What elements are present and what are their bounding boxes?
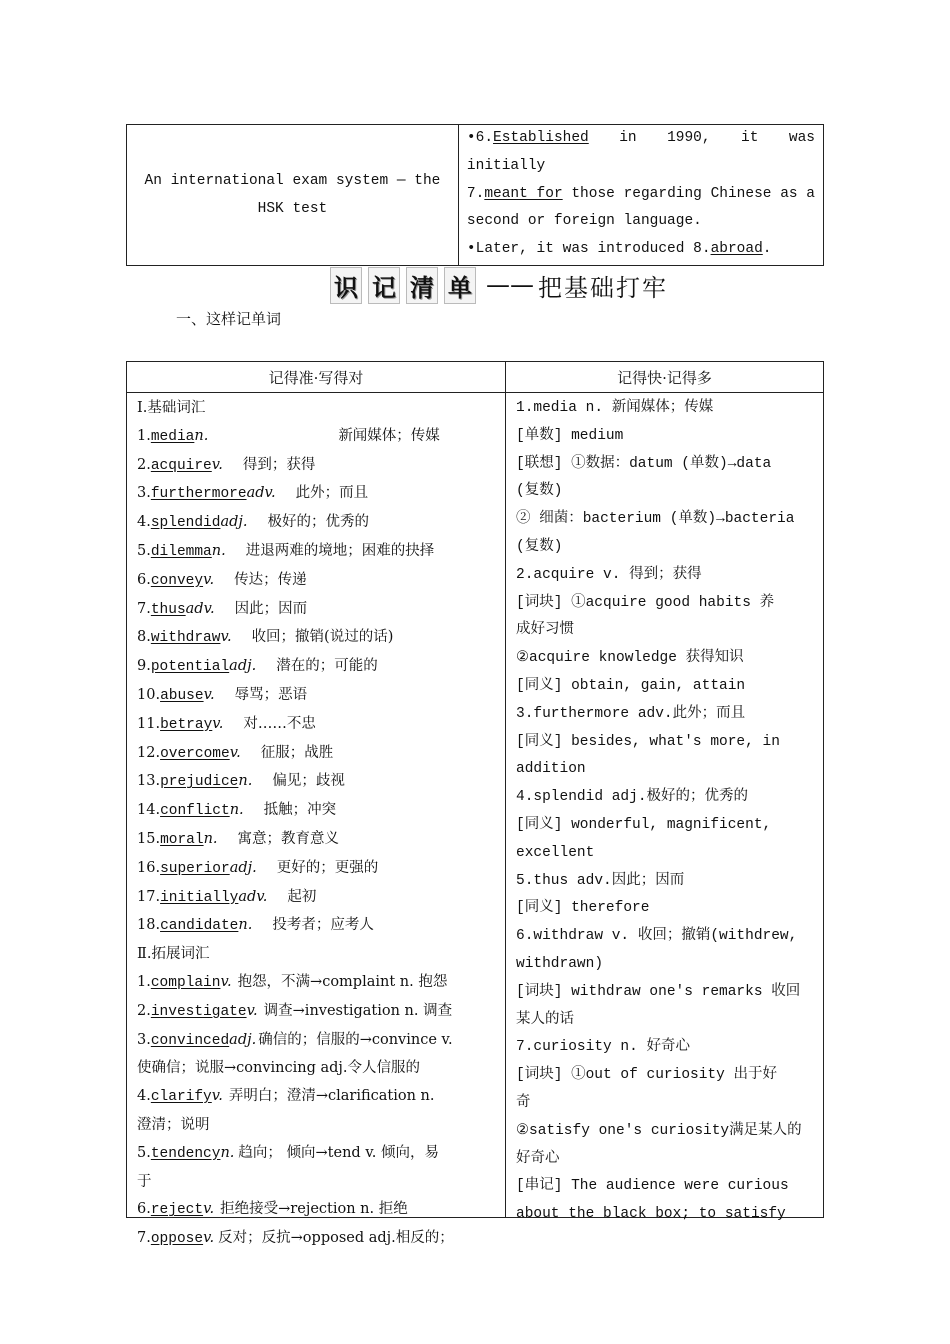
- vocab-number: 于: [137, 1173, 152, 1190]
- vocab-word: dilemma: [150, 543, 212, 560]
- note-line: [词块] ①acquire good habits 养: [516, 594, 775, 611]
- right-column: [506, 393, 824, 1223]
- vocab-number: 7.: [137, 1230, 151, 1247]
- vocab-number: 6.: [137, 1201, 151, 1218]
- vocab-line: [137, 509, 497, 538]
- topic-cell: An international exam system — the HSK test: [127, 125, 459, 266]
- note-line: 6.withdraw v. 收回；撤销(withdrew,: [516, 928, 798, 945]
- section-title: 一、这样记单词: [176, 310, 282, 328]
- vocab-line: [137, 1083, 497, 1112]
- vocab-meaning: 潜在的；可能的: [276, 658, 378, 675]
- detail-line: initially: [466, 157, 546, 174]
- note-line: [串记] The audience were curious: [516, 1178, 789, 1195]
- detail-cell: [458, 125, 823, 266]
- heading-boxed-4: 单: [444, 267, 476, 304]
- note-line: (复数): [516, 483, 563, 500]
- part-of-speech: v.: [203, 686, 215, 703]
- vocab-number: 4.: [137, 1088, 151, 1105]
- part-of-speech: adj.: [229, 1031, 257, 1048]
- vocab-word: withdraw: [150, 630, 221, 647]
- note-line: addition: [516, 761, 586, 778]
- vocab-number: 3.: [137, 1031, 151, 1048]
- vocab-word: splendid: [150, 515, 221, 532]
- heading-boxed-2: 记: [368, 267, 400, 304]
- vocab-number: Ⅰ.基础词汇: [137, 400, 206, 416]
- part-of-speech: v.: [246, 1002, 258, 1019]
- vocab-meaning: 弄明白；澄清→clarification n.: [228, 1088, 435, 1105]
- vocab-number: 6.: [137, 571, 151, 588]
- note-line: ②satisfy one's curiosity满足某人的: [516, 1122, 802, 1139]
- vocab-number: 5.: [137, 1144, 151, 1161]
- vocab-meaning: 偏见；歧视: [272, 773, 345, 790]
- header-right: 记得快·记得多: [506, 362, 824, 393]
- vocab-line: [137, 1169, 497, 1197]
- vocab-number: 7.: [137, 600, 151, 617]
- part-of-speech: n.: [238, 773, 253, 790]
- note-line: 奇: [516, 1094, 531, 1111]
- vocab-meaning: 拒绝接受→rejection n. 拒绝: [220, 1201, 408, 1218]
- vocab-line: [137, 1225, 497, 1254]
- vocab-meaning: 寓意；教育意义: [237, 830, 340, 847]
- vocab-meaning: 得到；获得: [242, 456, 316, 473]
- part-of-speech: v.: [212, 715, 224, 732]
- note-line: [联想] ①数据：datum (单数)→data: [516, 455, 772, 472]
- note-line: 4.splendid adj.极好的；优秀的: [516, 789, 749, 806]
- note-line: 成好习惯: [516, 622, 574, 639]
- vocab-number: 8.: [137, 629, 151, 646]
- vocab-number: 13.: [137, 773, 161, 790]
- vocab-line: [137, 653, 497, 682]
- vocab-line: [137, 480, 497, 509]
- part-of-speech: adv.: [185, 600, 215, 617]
- vocab-line: [137, 538, 497, 567]
- note-line: (复数): [516, 538, 563, 555]
- note-line: 5.thus adv.因此；因而: [516, 872, 685, 889]
- summary-table: [126, 124, 824, 266]
- vocab-number: 1.: [137, 427, 151, 444]
- note-line: ② 细菌：bacterium (单数)→bacteria: [516, 511, 795, 528]
- vocab-line: [137, 682, 497, 711]
- vocab-meaning: 征服；战胜: [260, 744, 334, 761]
- part-of-speech: n.: [211, 542, 226, 559]
- note-line: withdrawn): [516, 955, 604, 972]
- vocab-line: [137, 452, 497, 481]
- vocab-number: 16.: [137, 859, 161, 876]
- vocab-meaning: 调查→investigation n. 调查: [263, 1002, 453, 1019]
- vocab-line: [137, 1112, 497, 1140]
- vocab-number: 14.: [137, 802, 161, 819]
- part-of-speech: v.: [211, 1088, 223, 1105]
- vocab-line: [137, 1055, 497, 1083]
- part-of-speech: v.: [203, 1230, 215, 1247]
- part-of-speech: v.: [211, 456, 223, 473]
- note-line: 3.furthermore adv.此外；而且: [516, 705, 746, 722]
- part-of-speech: v.: [203, 571, 215, 588]
- vocab-word: betray: [160, 716, 213, 733]
- vocab-number: 2.: [137, 456, 151, 473]
- vocab-meaning: 极好的；优秀的: [267, 514, 370, 531]
- vocab-word: investigate: [150, 1003, 247, 1020]
- vocab-word: conflict: [160, 803, 230, 820]
- vocab-number: 17.: [137, 888, 161, 905]
- vocab-number: 2.: [137, 1002, 151, 1019]
- detail-line: •Later, it was introduced 8.abroad.: [466, 241, 772, 258]
- vocab-word: clarify: [150, 1089, 212, 1106]
- heading-dash: ——: [486, 271, 534, 299]
- vocab-line: [137, 1027, 497, 1056]
- vocab-meaning: 传达；传递: [234, 571, 307, 588]
- part-of-speech: adj.: [220, 514, 248, 531]
- vocab-number: 4.: [137, 514, 151, 531]
- vocab-line: [137, 711, 497, 740]
- vocab-word: thus: [150, 601, 186, 618]
- note-line: [词块] withdraw one's remarks 收回: [516, 983, 801, 1000]
- note-line: 某人的话: [516, 1011, 574, 1028]
- vocab-line: [137, 998, 497, 1027]
- vocab-word: acquire: [150, 457, 212, 474]
- detail-line: second or foreign language.: [466, 213, 702, 230]
- heading-boxed-3: 清: [406, 267, 438, 304]
- vocab-meaning: 抱怨，不满→complaint n. 抱怨: [237, 973, 448, 990]
- vocab-number: 15.: [137, 830, 161, 847]
- answer-word: abroad: [710, 241, 763, 258]
- answer-word: meant for: [484, 185, 563, 202]
- vocab-word: convey: [150, 572, 204, 589]
- vocab-number: 3.: [137, 485, 151, 502]
- vocab-line: [137, 1140, 497, 1169]
- detail-line: 7.meant for those regarding Chinese as a: [466, 185, 815, 202]
- vocab-meaning: 此外；而且: [295, 485, 369, 502]
- note-line: 好奇心: [516, 1150, 560, 1167]
- vocab-number: 澄清；说明: [137, 1116, 210, 1133]
- vocab-meaning: 因此；因而: [234, 600, 308, 617]
- vocab-line: [137, 797, 497, 826]
- vocab-number: 5.: [137, 542, 151, 559]
- vocab-meaning: 确信的；信服的→convince v.: [258, 1031, 453, 1048]
- vocab-line: [137, 826, 497, 855]
- vocab-line: [137, 596, 497, 625]
- vocab-word: potential: [150, 659, 230, 676]
- vocab-line: [137, 740, 497, 769]
- vocabulary-table: [126, 361, 824, 1248]
- vocab-word: furthermore: [150, 486, 247, 503]
- note-line: 2.acquire v. 得到；获得: [516, 566, 702, 583]
- vocab-meaning: 反对；反抗→opposed adj.相反的；: [218, 1230, 454, 1247]
- vocab-word: prejudice: [160, 774, 239, 791]
- vocab-word: moral: [160, 831, 204, 848]
- page-heading: [330, 268, 668, 302]
- vocab-meaning: 起初: [287, 888, 317, 905]
- vocab-line: [137, 855, 497, 884]
- note-line: [同义] wonderful, magnificent,: [516, 816, 772, 833]
- part-of-speech: adv.: [238, 888, 268, 905]
- vocab-line: [137, 912, 497, 941]
- vocab-number: 11.: [137, 715, 161, 732]
- answer-word: Established: [493, 130, 589, 146]
- vocab-word: candidate: [160, 918, 239, 935]
- vocab-line: [137, 941, 497, 969]
- part-of-speech: n.: [229, 802, 244, 819]
- part-of-speech: v.: [220, 629, 232, 646]
- note-line: [同义] therefore: [516, 900, 650, 917]
- note-line: ②acquire knowledge 获得知识: [516, 650, 744, 667]
- vocab-meaning: 新闻媒体；传媒: [338, 427, 440, 444]
- vocab-line: [137, 884, 497, 913]
- vocab-word: media: [150, 428, 195, 445]
- left-column: [127, 393, 506, 1248]
- part-of-speech: v.: [229, 744, 241, 761]
- vocab-meaning: 收回；撤销(说过的话): [251, 629, 394, 646]
- detail-line: •6.Established in 1990, it was: [466, 130, 815, 146]
- vocab-word: overcome: [160, 745, 230, 762]
- note-line: [同义] besides, what's more, in: [516, 733, 780, 750]
- vocab-line: [137, 423, 497, 452]
- part-of-speech: n.: [194, 427, 209, 444]
- vocab-meaning: 趋向； 倾向→tend v. 倾向，易: [238, 1144, 440, 1161]
- vocab-number: 使确信；说服→convincing adj.令人信服的: [137, 1060, 421, 1077]
- vocab-line: [137, 567, 497, 596]
- note-line: [同义] obtain, gain, attain: [516, 677, 746, 694]
- part-of-speech: n.: [203, 830, 218, 847]
- part-of-speech: v.: [203, 1201, 215, 1218]
- note-line: [词块] ①out of curiosity 出于好: [516, 1067, 778, 1084]
- part-of-speech: n.: [238, 917, 253, 934]
- part-of-speech: adj.: [229, 658, 257, 675]
- note-line: about the black box; to satisfy: [516, 1206, 786, 1223]
- vocab-word: complain: [150, 974, 221, 991]
- vocab-word: oppose: [150, 1231, 204, 1248]
- part-of-speech: adv.: [246, 485, 276, 502]
- part-of-speech: adj.: [229, 859, 257, 876]
- vocab-meaning: 辱骂；恶语: [234, 686, 308, 703]
- vocab-number: 9.: [137, 658, 151, 675]
- note-line: 7.curiosity n. 好奇心: [516, 1039, 691, 1056]
- heading-boxed-1: 识: [330, 267, 362, 304]
- note-line: excellent: [516, 844, 595, 861]
- vocab-word: superior: [160, 860, 230, 877]
- vocab-meaning: 更好的；更强的: [276, 859, 379, 876]
- vocab-number: 12.: [137, 744, 161, 761]
- vocab-word: abuse: [160, 687, 204, 704]
- vocab-line: [137, 624, 497, 653]
- vocab-meaning: 进退两难的境地；困难的抉择: [245, 542, 435, 559]
- vocab-word: reject: [150, 1202, 204, 1219]
- vocab-word: initially: [160, 889, 239, 906]
- vocab-number: 1.: [137, 973, 151, 990]
- vocab-meaning: 抵触；冲突: [263, 802, 337, 819]
- part-of-speech: v.: [220, 973, 232, 990]
- vocab-number: 10.: [137, 686, 161, 703]
- vocab-number: 18.: [137, 917, 161, 934]
- heading-subtitle: 把基础打牢: [538, 273, 668, 302]
- vocab-line: [137, 1196, 497, 1225]
- vocab-number: Ⅱ.拓展词汇: [137, 946, 210, 963]
- vocab-line: [137, 768, 497, 797]
- vocab-word: convinced: [150, 1032, 230, 1049]
- vocab-line: [137, 395, 497, 423]
- vocab-word: tendency: [150, 1145, 221, 1162]
- vocab-line: [137, 969, 497, 998]
- vocab-meaning: 对……不忠: [243, 715, 316, 732]
- part-of-speech: n.: [220, 1144, 235, 1161]
- note-line: 1.media n. 新闻媒体；传媒: [516, 400, 714, 416]
- header-left: 记得准·写得对: [127, 362, 506, 393]
- vocab-meaning: 投考者；应考人: [272, 917, 374, 934]
- note-line: [单数] medium: [516, 427, 624, 444]
